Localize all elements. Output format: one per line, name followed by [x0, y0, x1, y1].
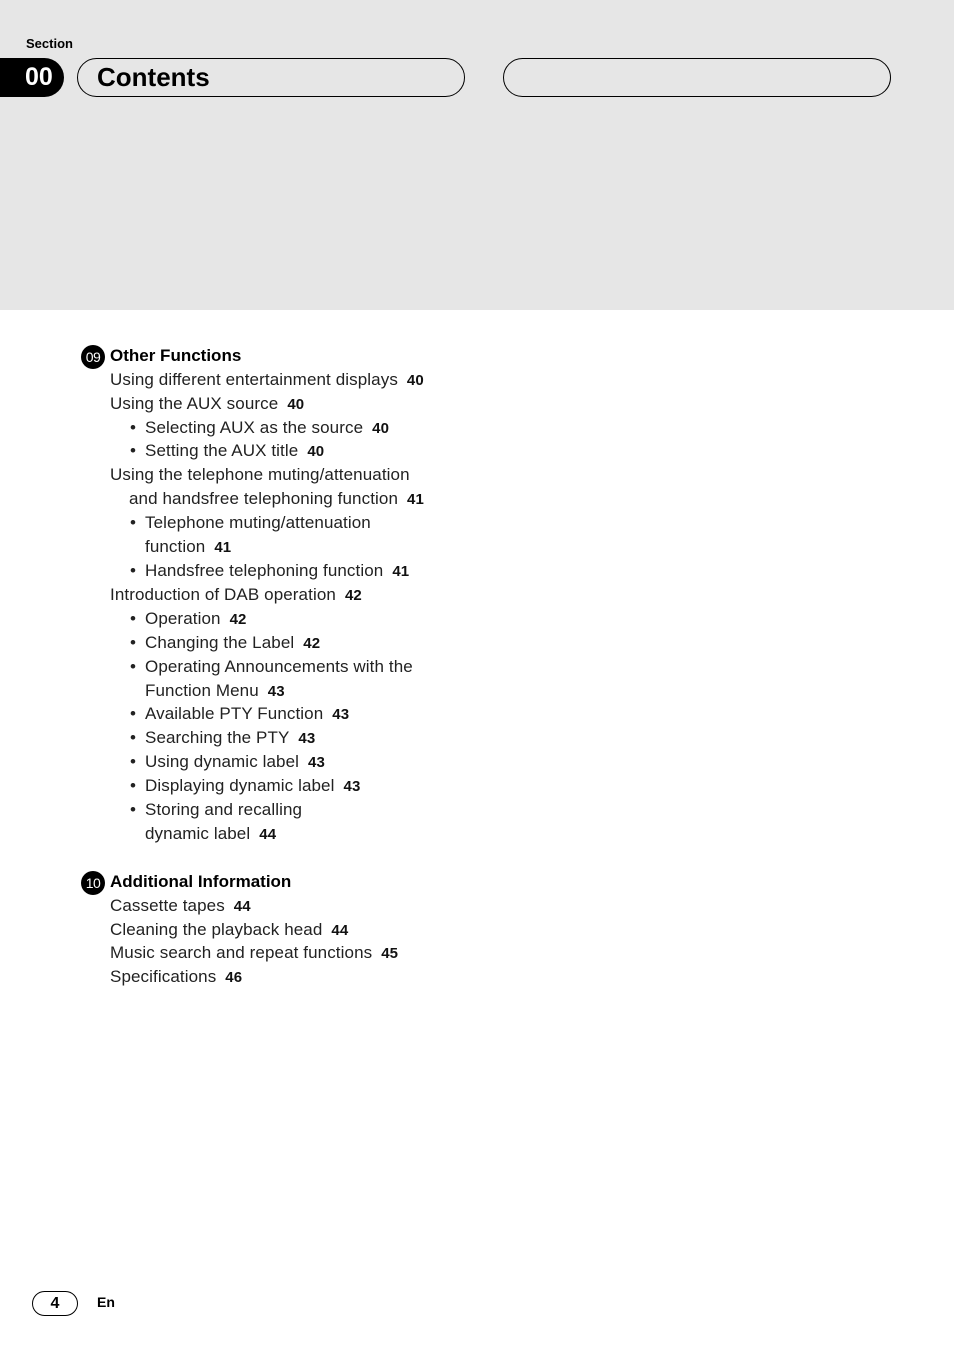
toc-entry[interactable] [145, 441, 324, 461]
bullet-glyph: • [130, 609, 136, 628]
toc-entry-text: Changing the Label [145, 633, 295, 652]
toc-page-number: 44 [331, 922, 349, 939]
toc-page-number: 43 [332, 706, 350, 723]
toc-entry-text: Cassette tapes [110, 896, 225, 915]
section-badge: 09 [81, 345, 105, 369]
bullet-glyph: • [130, 418, 136, 437]
toc-entry[interactable] [110, 585, 362, 605]
toc-entry[interactable] [145, 824, 276, 844]
toc-entry-text: Handsfree telephoning function [145, 561, 384, 580]
toc-entry[interactable] [145, 561, 409, 581]
toc-entry[interactable] [145, 776, 360, 796]
bullet-glyph: • [130, 704, 136, 723]
toc-entry-text: Searching the PTY [145, 728, 290, 747]
toc-entry-text: Specifications [110, 967, 217, 986]
section-number-tab: 00 [0, 58, 64, 97]
toc-entry[interactable] [145, 537, 231, 557]
toc-page-number: 41 [407, 491, 424, 508]
bullet-glyph: • [130, 441, 136, 460]
bullet-glyph: • [130, 776, 136, 795]
page-title: Contents [97, 62, 210, 92]
toc-page-number: 45 [381, 945, 399, 962]
toc-page-number: 44 [233, 898, 251, 915]
toc-entry-text: Setting the AUX title [145, 441, 299, 460]
toc-page-number: 43 [308, 754, 325, 771]
toc-entry-text: Using different entertainment displays [110, 370, 398, 389]
section-heading: Additional Information [110, 872, 292, 891]
toc-entry[interactable] [110, 896, 251, 916]
toc-page-number: 42 [303, 635, 321, 652]
toc-entry-text: Using the AUX source [110, 394, 279, 413]
section-heading: Other Functions [110, 346, 242, 365]
page-number: 4 [32, 1291, 78, 1316]
toc-entry[interactable] [145, 633, 320, 653]
toc-entry[interactable] [145, 657, 413, 677]
bullet-glyph: • [130, 513, 136, 532]
toc-page-number: 43 [267, 683, 285, 700]
bullet-glyph: • [130, 800, 136, 819]
toc-entry-text: Operating Announcements with the [145, 657, 413, 676]
toc-entry-text: Using dynamic label [145, 752, 300, 771]
toc-page-number: 41 [392, 563, 410, 580]
toc-page-number: 46 [225, 969, 243, 986]
toc-entry[interactable] [145, 800, 302, 820]
toc-entry[interactable] [145, 704, 349, 724]
toc-page-number: 41 [214, 539, 232, 556]
toc-entry[interactable] [145, 418, 389, 438]
toc-entry[interactable] [145, 513, 371, 533]
toc-entry-text: Using the telephone muting/attenuation [110, 465, 410, 484]
toc-entry-text: and handsfree telephoning function [129, 489, 398, 508]
toc-entry[interactable] [145, 609, 246, 629]
bullet-glyph: • [130, 561, 136, 580]
toc-entry[interactable] [110, 920, 348, 940]
header-band [0, 0, 954, 310]
toc-entry[interactable] [110, 370, 424, 390]
toc-entry[interactable] [145, 752, 325, 772]
toc-entry[interactable] [110, 465, 410, 485]
toc-entry[interactable] [129, 489, 424, 509]
toc-page-number: 44 [259, 826, 277, 843]
bullet-glyph: • [130, 728, 136, 747]
toc-page-number: 42 [229, 611, 247, 628]
bullet-glyph: • [130, 752, 136, 771]
toc-entry[interactable] [110, 967, 242, 987]
toc-page-number: 40 [372, 420, 390, 437]
toc-page-number: 43 [343, 778, 361, 795]
toc-page-number: 40 [287, 396, 305, 413]
toc-entry-text: Cleaning the playback head [110, 920, 323, 939]
toc-entry-text: Introduction of DAB operation [110, 585, 336, 604]
toc-entry[interactable] [145, 681, 285, 701]
toc-entry-text: Available PTY Function [145, 704, 324, 723]
section-label: Section [26, 36, 73, 51]
section-badge: 10 [81, 871, 105, 895]
toc-entry-text: Operation [145, 609, 221, 628]
toc-page-number: 40 [406, 372, 424, 389]
language-label: En [97, 1294, 115, 1310]
toc-entry-text: Telephone muting/attenuation [145, 513, 371, 532]
toc-page-number: 40 [307, 443, 325, 460]
toc-entry-text: Function Menu [145, 681, 259, 700]
toc-entry[interactable] [110, 394, 304, 414]
bullet-glyph: • [130, 633, 136, 652]
toc-entry-text: Music search and repeat functions [110, 943, 373, 962]
toc-entry-text: function [145, 537, 206, 556]
bullet-glyph: • [130, 657, 136, 676]
title-pill [77, 58, 465, 97]
toc-entry-text: Storing and recalling [145, 800, 303, 819]
toc-entry-text: dynamic label [145, 824, 251, 843]
toc-page-number: 42 [344, 587, 362, 604]
toc-entry-text: Selecting AUX as the source [145, 418, 364, 437]
toc-page-number: 43 [298, 730, 316, 747]
empty-title-pill [503, 58, 891, 97]
toc-entry[interactable] [145, 728, 315, 748]
toc-entry[interactable] [110, 943, 398, 963]
toc-entry-text: Displaying dynamic label [145, 776, 335, 795]
